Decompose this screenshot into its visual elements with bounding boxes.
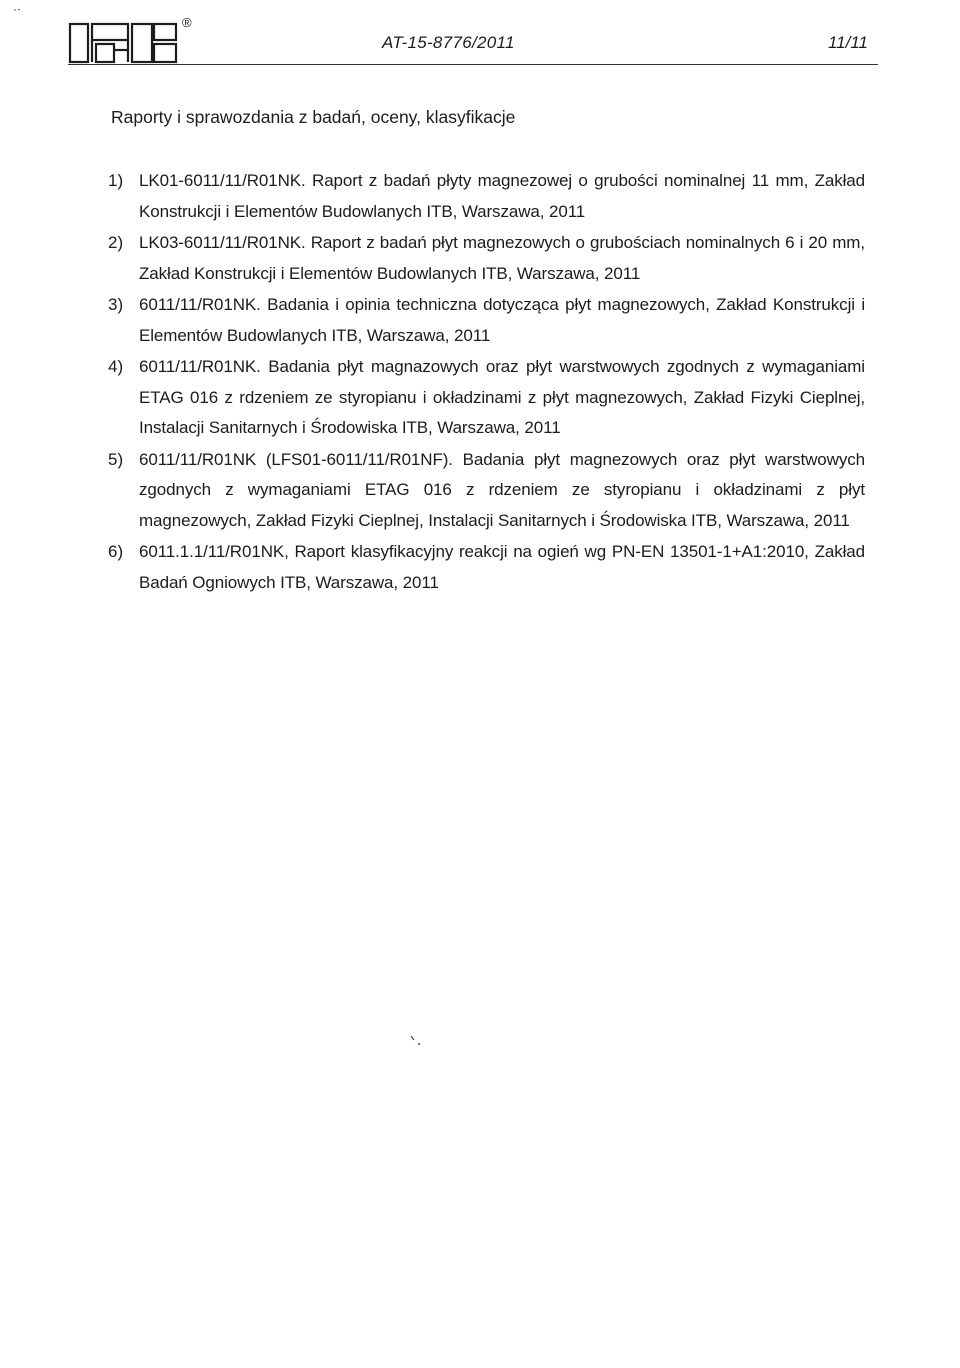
reference-number: 3): [108, 295, 124, 314]
reference-item: [108, 352, 865, 444]
page-number: 11/11: [827, 33, 868, 52]
reference-number: 6): [108, 542, 124, 561]
reference-item: [108, 445, 865, 537]
reference-text: LK01-6011/11/R01NK. Raport z badań płyty magnezowej o grubości nominalnej 11 mm, Zakład Konstrukcji i Elementów Budowlanych ITB, Warszawa, 2011: [139, 171, 865, 221]
reference-item: [108, 537, 865, 598]
registered-mark: ®: [182, 15, 192, 30]
reference-text: LK03-6011/11/R01NK. Raport z badań płyt magnezowych o grubościach nominalnych 6 i 20 mm, Zakład Konstrukcji i Elementów Budowlanych ITB, Warszawa, 2011: [139, 233, 865, 283]
page-header: [68, 15, 878, 66]
reference-text: 6011.1.1/11/R01NK, Raport klasyfikacyjny reakcji na ogień wg PN-EN 13501-1+A1:2010, Zakład Badań Ogniowych ITB, Warszawa, 2011: [139, 542, 865, 592]
scan-speck: [408, 1034, 424, 1048]
reference-text: 6011/11/R01NK. Badania płyt magnazowych oraz płyt warstwowych zgodnych z wymaganiami ETAG 016 z rdzeniem ze styropianu i okładzinami z płyt magnezowych, Zakład Fizyki Cieplnej, Instalacji Sanitarnych i Środowiska ITB, Warszawa, 2011: [139, 357, 865, 437]
reference-number: 1): [108, 171, 124, 190]
reference-number: 4): [108, 357, 124, 376]
reference-list: [108, 166, 865, 599]
header-divider: [68, 64, 878, 65]
scan-speck: [14, 8, 22, 12]
reference-number: 5): [108, 449, 124, 469]
section-heading: Raporty i sprawozdania z badań, oceny, klasyfikacje: [111, 107, 516, 127]
reference-item: [108, 166, 865, 227]
reference-number: 2): [108, 233, 124, 252]
reference-text: 6011/11/R01NK. Badania i opinia techniczna dotycząca płyt magnezowych, Zakład Konstrukcji i Elementów Budowlanych ITB, Warszawa, 2011: [139, 295, 865, 345]
reference-item: [108, 228, 865, 289]
itb-logo: [68, 20, 180, 64]
reference-item: [108, 290, 865, 351]
reference-text: 6011/11/R01NK (LFS01-6011/11/R01NF). Badania płyt magnezowych oraz płyt warstwowych zgodnych z wymaganiami ETAG 016 z rdzeniem ze styropianu i okładzinami z płyt magnezowych, Zakład Fizyki Cieplnej, Instalacji Sanitarnych i Środowiska ITB, Warszawa, 2011: [139, 449, 865, 530]
document-number: AT-15-8776/2011: [382, 33, 515, 52]
